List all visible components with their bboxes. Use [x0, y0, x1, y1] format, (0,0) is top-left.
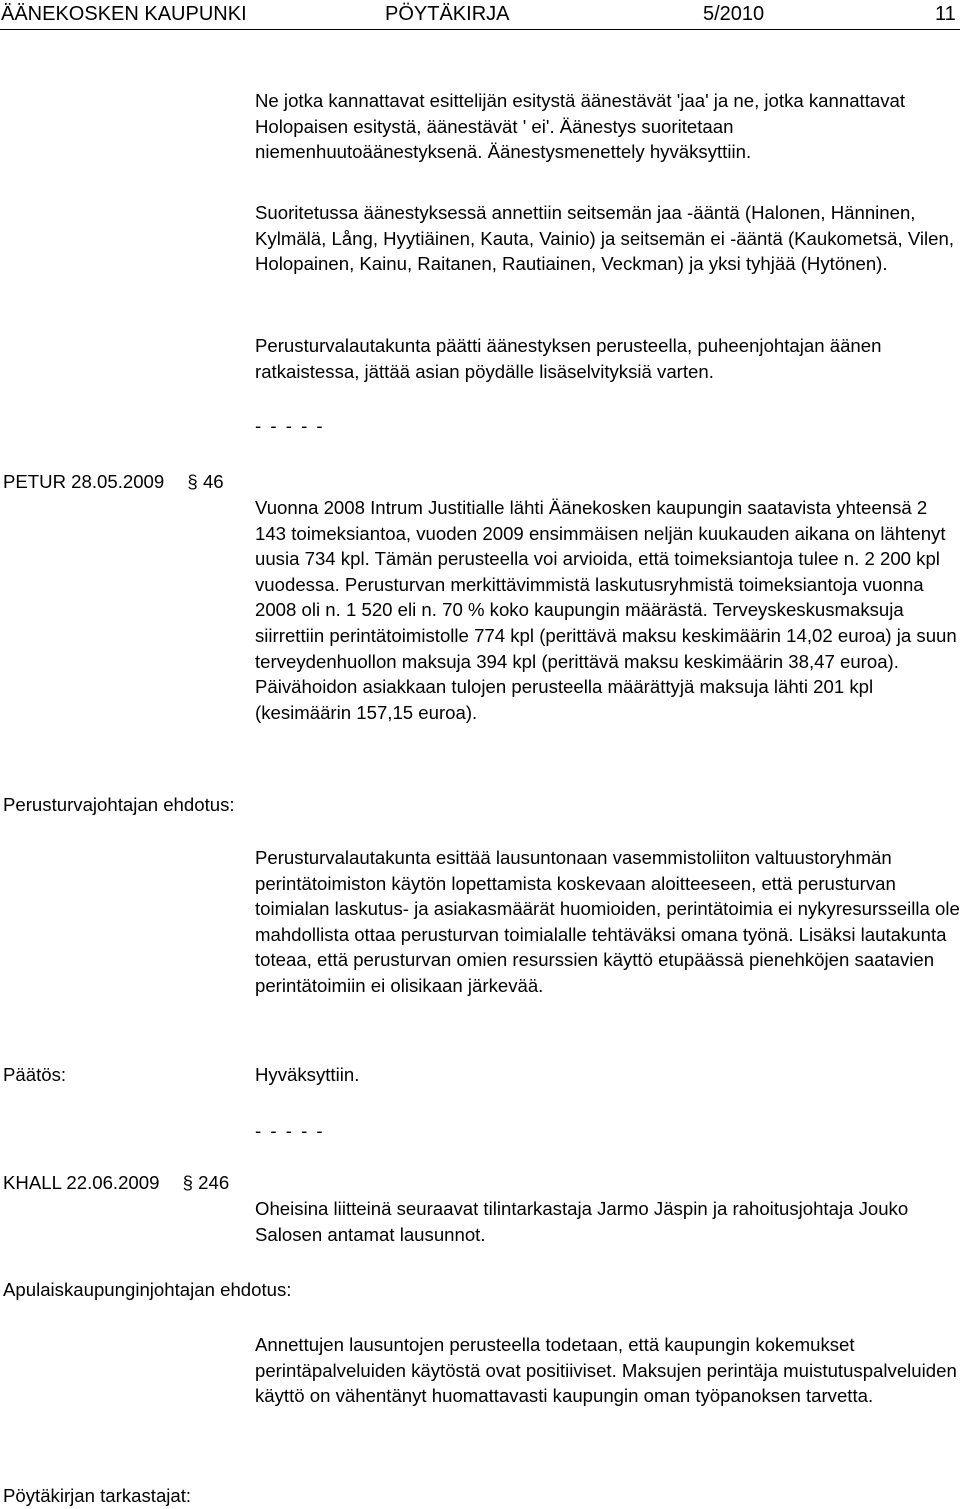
vote-decision-paragraph [255, 333, 960, 384]
vote-decision-text: Perusturvalautakunta päätti äänestyksen perusteella, puheenjohtajan äänen ratkaistessa, jättää asian pöydälle lisäselvityksiä varten. [255, 335, 882, 382]
vote-result-text: Suoritetussa äänestyksessä annettiin seitsemän jaa -ääntä (Halonen, Hänninen, Kylmälä, Lång, Hyytiäinen, Kauta, Vainio) ja seitsemän ei -ääntä (Kaukometsä, Vilen, Holopainen, Kainu, Raitanen, Rautiainen, Veckman) ja yksi tyhjää (Hytönen). [255, 202, 955, 275]
header-issue: 5/2010 [703, 3, 765, 25]
vote-result-paragraph [255, 200, 960, 277]
deputy-mayor-proposal-label: Apulaiskaupunginjohtajan ehdotus: [3, 1279, 292, 1300]
deputy-proposal-text: Annettujen lausuntojen perusteella todetaan, että kaupungin kokemukset perintäpalveluiden käytöstä ovat positiiviset. Maksujen perintäja muistutuspalveluiden käyttö on vähentänyt huomattavasti kaupungin oman työpanoksen tarvetta. [255, 1334, 957, 1407]
khall-paragraph [255, 1196, 960, 1247]
section-sign-icon: § [182, 1172, 193, 1193]
header-document-type: PÖYTÄKIRJA [385, 3, 510, 25]
khall-text: Oheisina liitteinä seuraavat tilintarkastaja Jarmo Jäspin ja rahoitusjohtaja Jouko Salosen antamat lausunnot. [255, 1198, 909, 1245]
petur-reference [3, 469, 224, 495]
page-header [0, 0, 960, 30]
proposal-text: Perusturvalautakunta esittää lausuntonaan vasemmistoliiton valtuustoryhmän perintätoimiston käytön lopettamista koskevaan aloitteeseen, että perusturvan toimialan laskutus- ja asiakasmäärät huomioiden, perintätoimia ei nykyresursseilla ole mahdollista ottaa perusturvan toimialalle tehtäväksi omana työnä. Lisäksi lautakunta toteaa, että perusturvan omien resurssien käyttö etupäässä pienehköjen saatavien perintätoimiin ei olisikaan järkevää. [255, 847, 960, 996]
khall-section-number: 246 [198, 1172, 230, 1193]
petur-date-ref: PETUR 28.05.2009 [3, 471, 165, 492]
separator: - - - - - [255, 415, 325, 436]
vote-intro-text: Ne jotka kannattavat esittelijän esitystä äänestävät 'jaa' ja ne, jotka kannattavat Holopaisen esitystä, äänestävät ' ei'. Äänestys suoritetaan niemenhuutoäänestyksenä. Äänestysmenettely hyväksyttiin. [255, 90, 906, 163]
proposal-paragraph [255, 845, 960, 999]
petur-text: Vuonna 2008 Intrum Justitialle lähti Äänekosken kaupungin saatavista yhteensä 2 143 toimeksiantoa, vuoden 2009 ensimmäisen neljän kuukauden aikana on lähtenyt uusia 734 kpl. Tämän perusteella voi arvioida, että toimeksiantoja tulee n. 2 200 kpl vuodessa. Perusturvan merkittävimmistä laskutusryhmistä toimeksiantoja vuonna 2008 oli n. 1 520 eli n. 70 % koko kaupungin määrästä. Terveyskeskusmaksuja siirrettiin perintätoimistolle 774 kpl (perittävä maksu keskimäärin 14,02 euroa) ja suun terveydenhuollon maksuja 394 kpl (perittävä maksu keskimäärin 38,47 euroa). Päivähoidon asiakkaan tulojen perusteella määrättyjä maksuja lähti 201 kpl (kesimäärin 157,15 euroa). [255, 497, 957, 723]
decision-label: Päätös: [3, 1064, 67, 1085]
header-page-number: 11 [935, 3, 956, 25]
section-sign-icon: § [187, 471, 198, 492]
khall-reference [3, 1170, 229, 1196]
minutes-reviewers-label: Pöytäkirjan tarkastajat: [3, 1485, 192, 1506]
decision-text: Hyväksyttiin. [255, 1064, 360, 1085]
vote-intro-paragraph [255, 88, 960, 165]
petur-section-number: 46 [202, 471, 224, 492]
separator: - - - - - [255, 1120, 325, 1141]
header-organization: ÄÄNEKOSKEN KAUPUNKI [1, 3, 247, 25]
proposal-label: Perusturvajohtajan ehdotus: [3, 794, 235, 815]
khall-date-ref: KHALL 22.06.2009 [3, 1172, 160, 1193]
decision-paragraph [255, 1062, 960, 1088]
deputy-proposal-paragraph [255, 1332, 960, 1409]
petur-paragraph [255, 495, 960, 725]
